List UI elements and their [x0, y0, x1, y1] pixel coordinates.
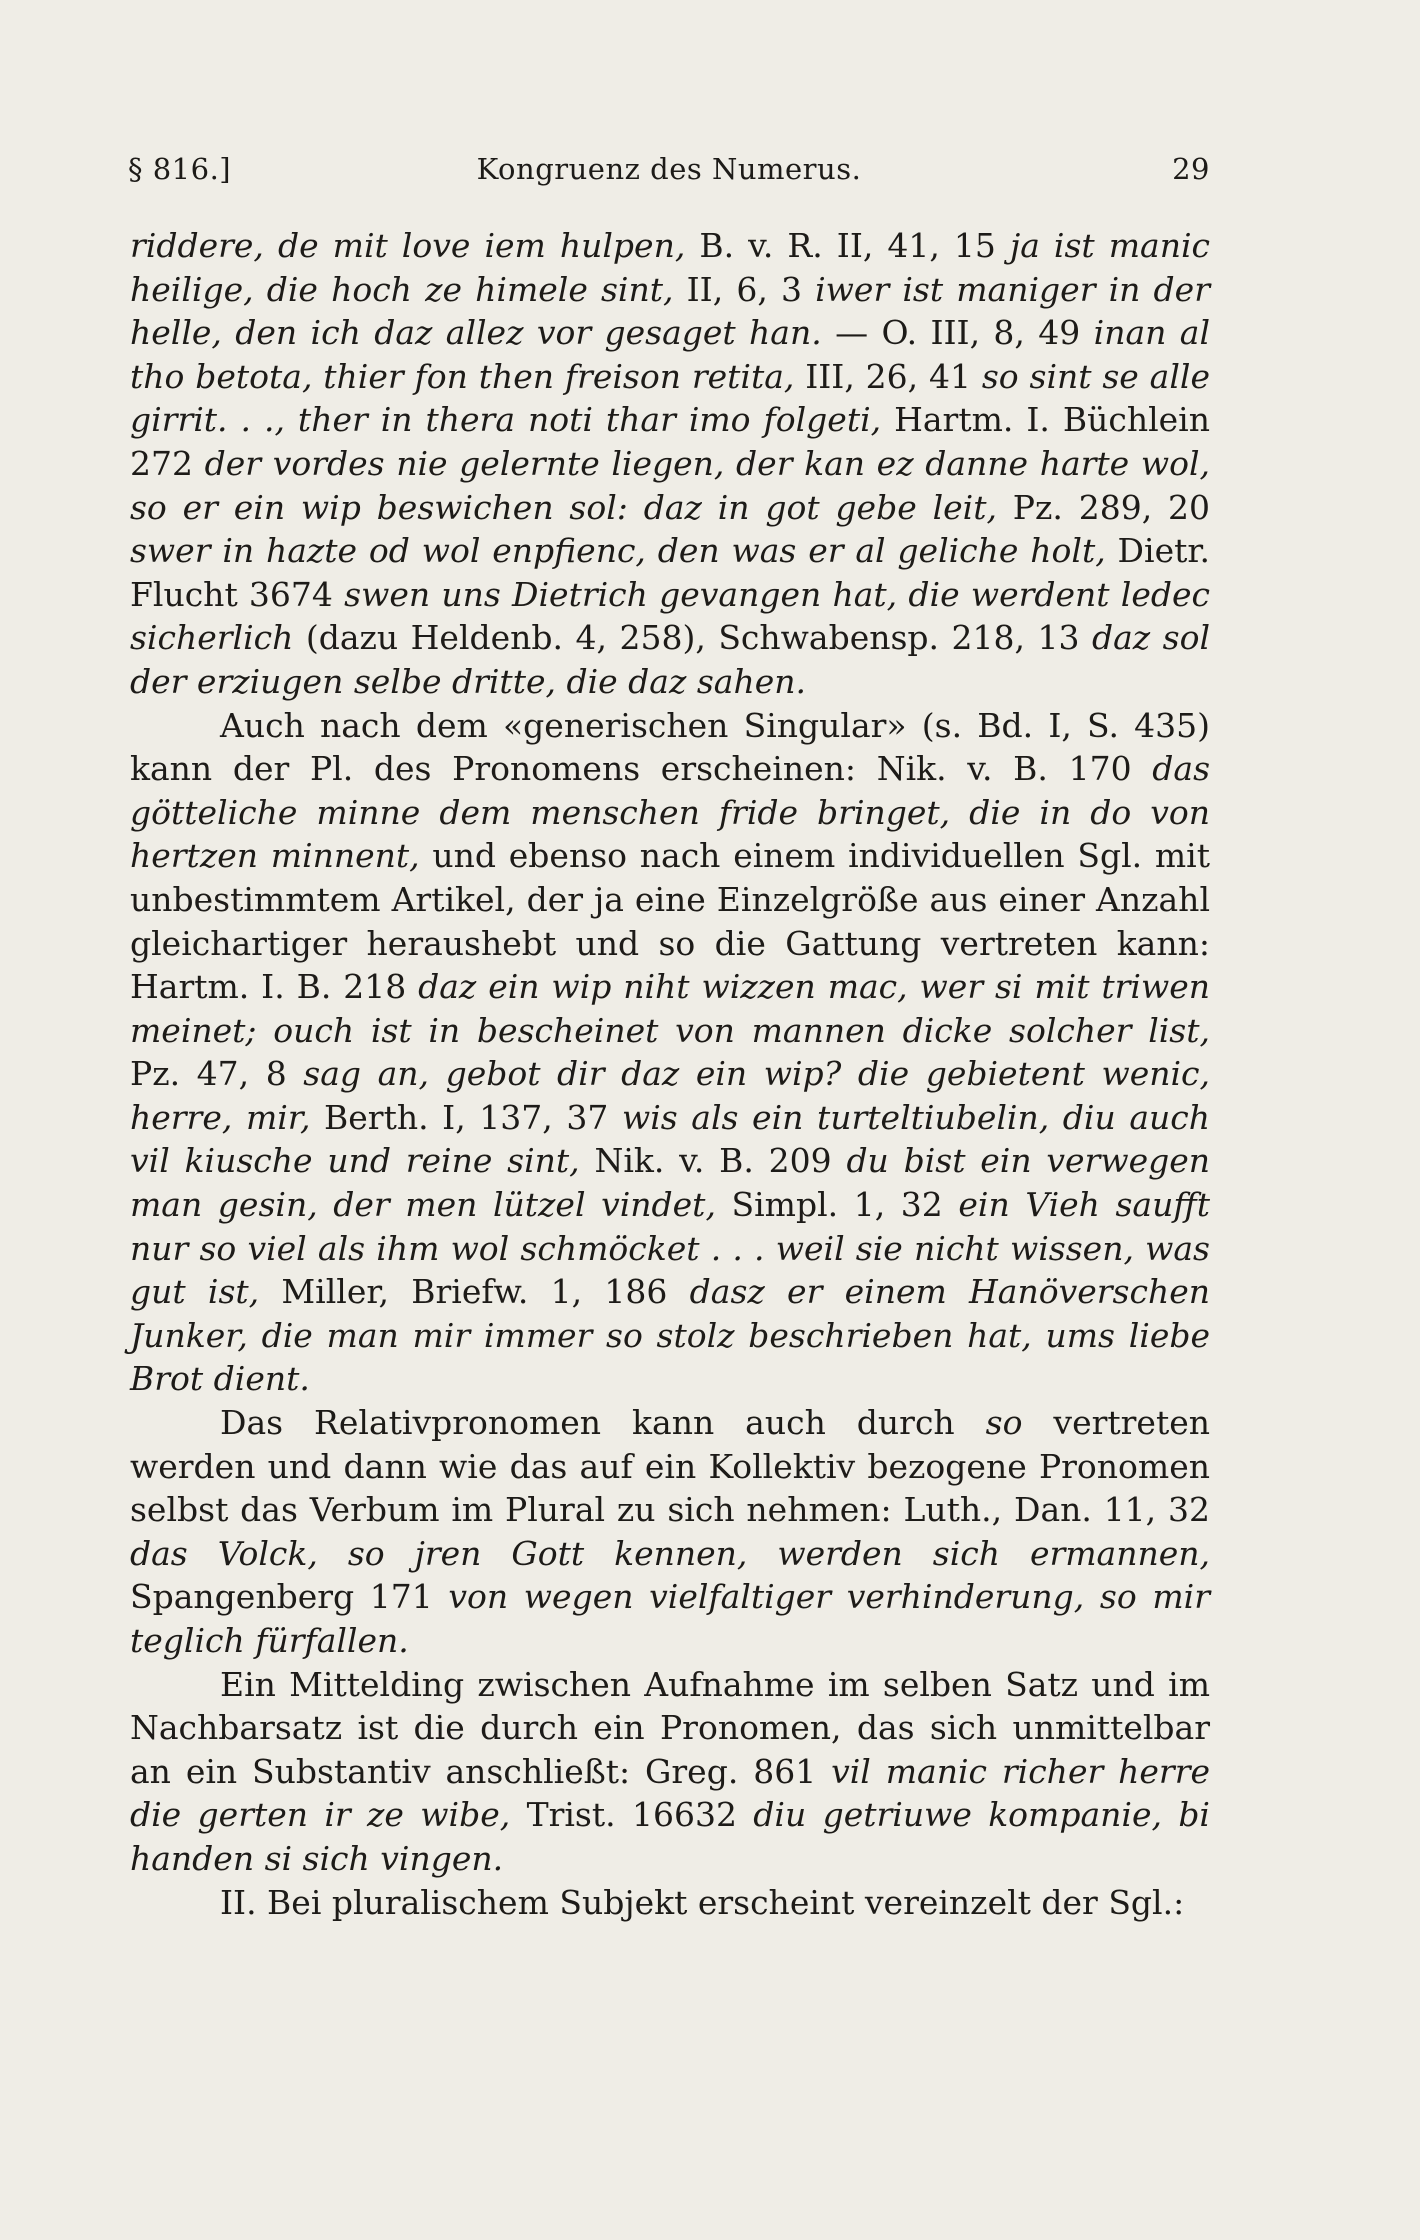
text-segment: Nik. v. B. 209 [579, 1141, 847, 1181]
italic-quotation: swer in hazte od wol enpfienc, den was er al geliche holt, [130, 531, 1106, 571]
text-segment: vertreten werden und dann wie das auf ein Kollektiv bezogene Pronomen selbst das Verbum im Plural zu sich nehmen: Luth., Dan. 11, 32 [130, 1403, 1210, 1530]
italic-quotation: diu getriuwe kompanie, bi handen si sich vingen. [130, 1795, 1210, 1878]
text-segment: II, 6, 3 [673, 269, 816, 309]
body-text [130, 224, 1210, 1924]
italic-quotation: swen uns Dietrich gevangen hat, die werdent ledec sicherlich [130, 574, 1210, 658]
paragraph [130, 1401, 1210, 1663]
text-segment: Miller, Briefw. 1, 186 [259, 1272, 690, 1312]
italic-quotation: dasz er einem Hanöverschen Junker, die man mir immer so stolz beschrieben hat, ums liebe Brot dient. [130, 1272, 1210, 1399]
italic-quotation: iwer ist maniger in der helle, den ich daz allez vor gesaget han. [130, 269, 1210, 353]
italic-quotation: vil manic richer herre die gerten ir ze wibe, [130, 1751, 1210, 1835]
text-segment: Hartm. I. Büchlein 272 [130, 400, 1210, 483]
italic-quotation: daz ein wip niht wizzen mac, wer si mit triwen meinet; ouch ist in bescheinet von mannen dicke solcher list, [130, 967, 1210, 1050]
italic-quotation: ja ist manic heilige, die hoch ze himele sint, [130, 226, 1210, 309]
italic-quotation: von wegen vielfaltiger verhinderung, so mir teglich fürfallen. [130, 1577, 1210, 1660]
text-segment: Pz. 289, 20 [996, 487, 1210, 527]
page-number: 29 [1172, 152, 1210, 186]
italic-quotation: wis als ein turteltiubelin, diu auch vil kiusche und reine sint, [130, 1097, 1210, 1181]
text-segment: Pz. 47, 8 [130, 1054, 304, 1094]
paragraph [130, 1881, 1210, 1925]
text-segment: und ebenso nach einem individuellen Sgl. mit unbestimmtem Artikel, der ja eine Einzelgröße aus einer Anzahl gleichartiger heraushebt und so die Gattung vertreten kann: Hartm. I. B. 218 [130, 836, 1210, 1007]
italic-quotation: der vordes nie gelernte liegen, der kan ez danne harte wol, so er ein wip beswichen sol: daz in got gebe leit, [130, 443, 1210, 527]
running-title: Kongruenz des Numerus. [476, 152, 862, 186]
text-segment: B. v. R. II, 41, 15 [685, 226, 1010, 265]
text-segment: Das Relativpronomen kann auch durch [220, 1403, 986, 1443]
text-segment: Auch nach dem «generischen Singular» (s. Bd. I, S. 435) kann der Pl. des Pronomens erscheinen: Nik. v. B. 170 [130, 705, 1210, 789]
text-segment: III, 26, 41 [794, 356, 982, 396]
paragraph [130, 704, 1210, 1402]
text-segment: (dazu Heldenb. 4, 258), Schwabensp. 218, 13 [293, 618, 1092, 658]
italic-quotation: du bist ein verwegen man gesin, der men lützel vindet, [130, 1141, 1211, 1225]
text-segment: Berth. I, 137, 37 [310, 1097, 622, 1137]
text-segment: Spangenberg 171 [130, 1577, 449, 1617]
text-segment: Trist. 16632 [510, 1795, 754, 1835]
italic-quotation: inan al tho betota, thier fon then freison retita, [130, 313, 1210, 396]
text-segment: Dietr. Flucht 3674 [130, 531, 1210, 614]
italic-quotation: sag an, gebot dir daz ein wip? die gebietent wenic, herre, mir, [130, 1054, 1210, 1137]
text-segment: II. Bei pluralischem Subjekt erscheint vereinzelt der Sgl.: [220, 1882, 1185, 1922]
section-reference: § 816.] [128, 152, 232, 186]
paragraph [130, 1663, 1210, 1881]
italic-quotation: ein Vieh saufft nur so viel als ihm wol schmöcket . . . weil sie nicht wissen, was gut ist, [130, 1185, 1210, 1312]
italic-quotation: daz sol der erziugen selbe dritte, die daz sahen. [130, 618, 1210, 701]
paragraph [130, 224, 1210, 704]
text-segment: Ein Mittelding zwischen Aufnahme im selben Satz und im Nachbarsatz ist die durch ein Pronomen, das sich unmittelbar an ein Substantiv anschließt: Greg. 861 [130, 1664, 1210, 1791]
italic-quotation: das Volck, so jren Gott kennen, werden sich ermannen, [130, 1533, 1210, 1573]
running-header [128, 152, 1210, 186]
italic-quotation: so [985, 1403, 1023, 1443]
text-segment: — O. III, 8, 49 [821, 313, 1094, 353]
italic-quotation: riddere, de mit love iem hulpen, [130, 226, 686, 265]
text-segment: Simpl. 1, 32 [715, 1185, 959, 1225]
italic-quotation: so sint se alle girrit. . ., ther in thera noti thar imo folgeti, [130, 356, 1210, 440]
italic-quotation: das götteliche minne dem menschen fride bringet, die in do von hertzen minnent, [130, 749, 1210, 876]
